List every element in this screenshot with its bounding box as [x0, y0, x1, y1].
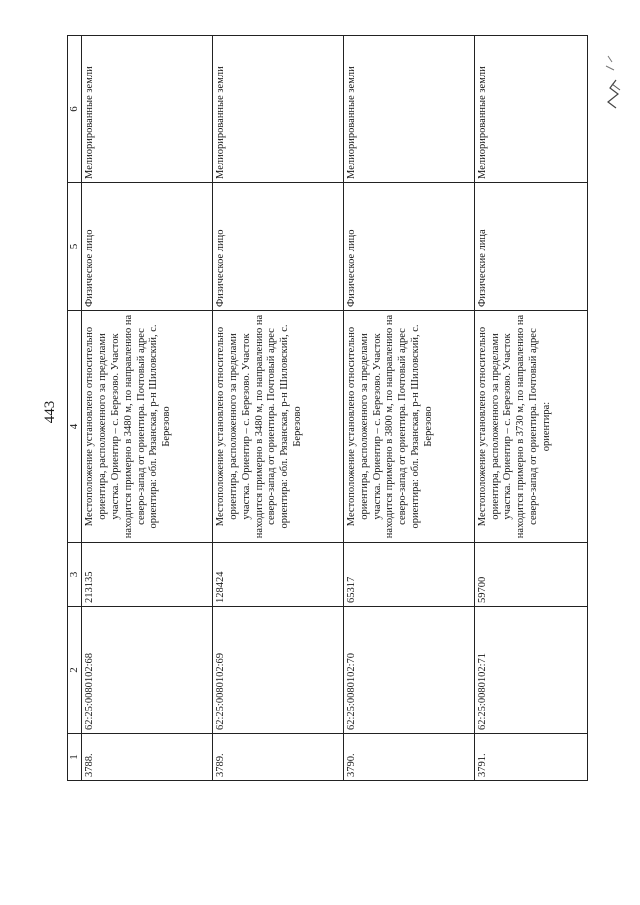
plot-owner: Физическое лицо	[213, 183, 344, 311]
header-col-1: 1	[68, 734, 82, 781]
cadastral-number: 62:25:0080102:68	[82, 607, 213, 734]
land-category: Мелиорированные земли	[474, 36, 587, 183]
table-row	[213, 36, 344, 781]
plot-area: 65317	[344, 543, 475, 607]
table-row	[474, 36, 587, 781]
plot-owner: Физические лица	[474, 183, 587, 311]
rotated-table-container	[67, 36, 588, 781]
table-header-row	[68, 36, 82, 781]
cadastral-number: 62:25:0080102:69	[213, 607, 344, 734]
row-number: 3790.	[344, 734, 475, 781]
land-category: Мелиорированные земли	[213, 36, 344, 183]
header-col-6: 6	[68, 36, 82, 183]
plot-area: 213135	[82, 543, 213, 607]
handwritten-mark-icon	[598, 50, 628, 120]
plot-location: Местоположение установлено относительно ориентира, расположенного за пределами участка. Ориентир – с. Березово. Участок находится примерно в 3480 м, по направлению на северо-запад от ориентира. Почтовый адрес ориентира: обл. Рязанская, р-н Шиловский, с. Березово	[213, 311, 344, 543]
table-row	[82, 36, 213, 781]
land-plots-table	[67, 35, 588, 781]
row-number: 3789.	[213, 734, 344, 781]
land-category: Мелиорированные земли	[82, 36, 213, 183]
row-number: 3788.	[82, 734, 213, 781]
plot-area: 59700	[474, 543, 587, 607]
row-number: 3791.	[474, 734, 587, 781]
plot-location: Местоположение установлено относительно ориентира, расположенного за пределами участка. Ориентир – с. Березово. Участок находится примерно в 3800 м, по направлению на северо-запад от ориентира. Почтовый адрес ориентира: обл. Рязанская, р-н Шиловский, с. Березово	[344, 311, 475, 543]
cadastral-number: 62:25:0080102:71	[474, 607, 587, 734]
header-col-4: 4	[68, 311, 82, 543]
header-col-2: 2	[68, 607, 82, 734]
page-number: 443	[42, 400, 58, 424]
land-category: Мелиорированные земли	[344, 36, 475, 183]
plot-location: Местоположение установлено относительно ориентира, расположенного за пределами участка. Ориентир – с. Березово. Участок находится примерно в 3480 м, по направлению на северо-запад от ориентира. Почтовый адрес ориентира: обл. Рязанская, р-н Шиловский, с. Березово	[82, 311, 213, 543]
plot-owner: Физическое лицо	[82, 183, 213, 311]
header-col-5: 5	[68, 183, 82, 311]
plot-owner: Физическое лицо	[344, 183, 475, 311]
plot-area: 128424	[213, 543, 344, 607]
cadastral-number: 62:25:0080102:70	[344, 607, 475, 734]
table-row	[344, 36, 475, 781]
header-col-3: 3	[68, 543, 82, 607]
plot-location: Местоположение установлено относительно ориентира, расположенного за пределами участка. Ориентир – с. Березово. Участок находится примерно в 3730 м, по направлению на северо-запад от ориентира. Почтовый адрес ориентира:	[474, 311, 587, 543]
